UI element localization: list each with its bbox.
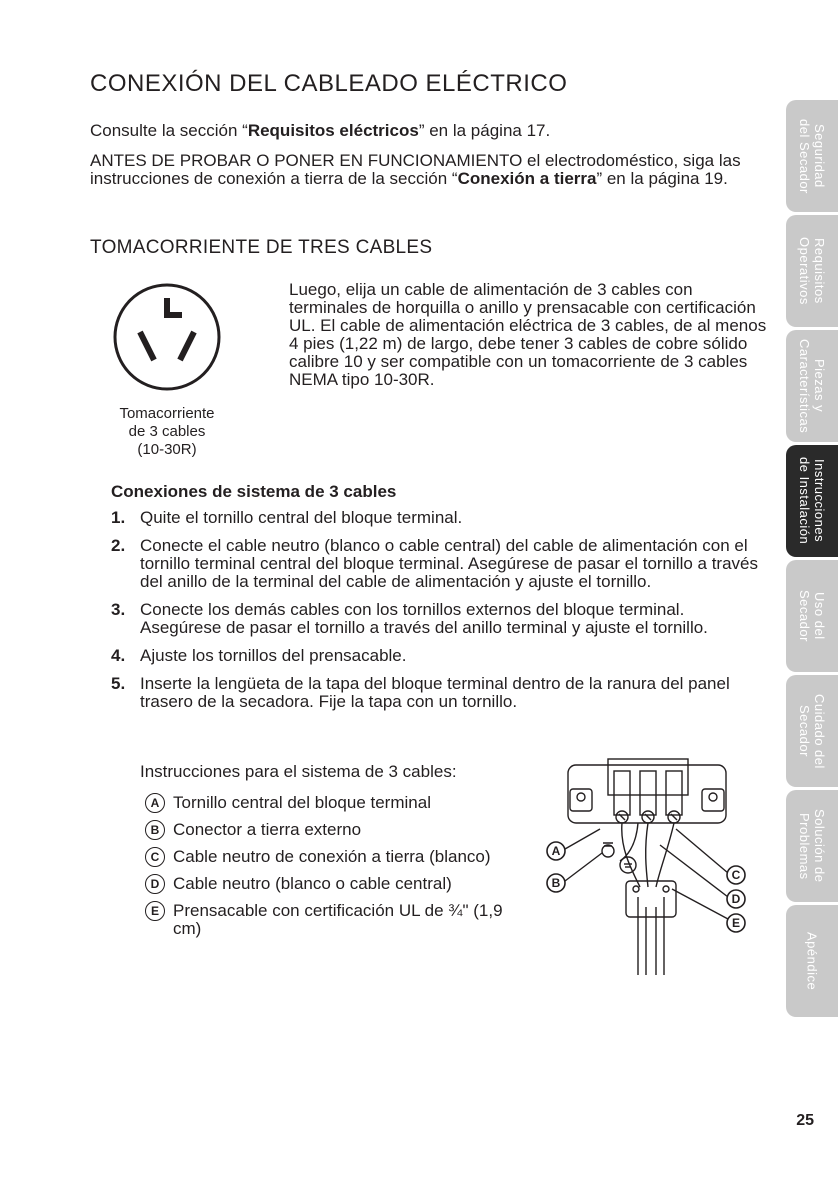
step-number: 2. (111, 536, 126, 555)
intro-2-post: ” en la página 19. (596, 169, 728, 188)
step-item (111, 537, 761, 591)
legend-text: Conector a tierra externo (173, 820, 362, 839)
legend-list (145, 794, 535, 947)
outlet-10-30r-icon (112, 282, 222, 392)
legend-title: Instrucciones para el sistema de 3 cables: (140, 762, 457, 781)
diagram-label-b: B (551, 876, 561, 890)
ground-connector (602, 845, 614, 857)
tab-label: Solución de Problemas (797, 809, 827, 883)
tab-label: Uso del Secador (797, 590, 827, 642)
legend-text: Prensacable con certificación UL de ¾" (1,9 cm) (173, 901, 503, 938)
step-number: 4. (111, 646, 126, 665)
legend-text: Cable neutro (blanco o cable central) (173, 874, 452, 893)
outlet-caption-line-1: Tomacorriente (119, 405, 215, 422)
tab-uso[interactable] (786, 560, 838, 672)
step-text: Quite el tornillo central del bloque terminal. (140, 508, 463, 527)
step-text: Inserte la lengüeta de la tapa del bloque terminal dentro de la ranura del panel trasero de la secadora. Fije la tapa con un tornillo. (140, 674, 730, 711)
diagram-label-a: A (551, 844, 561, 858)
steps-heading: Conexiones de sistema de 3 cables (111, 482, 397, 501)
legend-item (145, 902, 535, 938)
step-number: 3. (111, 600, 126, 619)
step-text: Conecte los demás cables con los tornillos externos del bloque terminal. Asegúrese de pasar el tornillo a través del anillo terminal y ajuste el tornillo. (140, 600, 708, 637)
intro-paragraph-2 (90, 152, 760, 188)
legend-letter-e: E (145, 901, 165, 921)
terminal-block-diagram (540, 757, 760, 977)
tab-cuidado[interactable] (786, 675, 838, 787)
legend-letter-d: D (145, 874, 165, 894)
tab-label: Instrucciones de Instalación (797, 457, 827, 545)
tab-piezas[interactable] (786, 330, 838, 442)
section-subtitle: TOMACORRIENTE DE TRES CABLES (90, 237, 433, 258)
tab-label: Requisitos Operativos (797, 237, 827, 305)
tab-label: Piezas y Características (797, 338, 827, 434)
step-item (111, 601, 761, 637)
step-text: Conecte el cable neutro (blanco o cable central) del cable de alimentación con el tornillo terminal central del bloque terminal. Asegúrese de pasar el tornillo a través del anillo de la terminal del cable de alimentación y ajuste el tornillo. (140, 536, 758, 591)
outlet-caption (100, 405, 234, 459)
intro-2-link-text: Conexión a tierra (457, 169, 597, 188)
intro-1-pre: Consulte la sección “ (90, 121, 248, 140)
legend-letter-a: A (145, 793, 165, 813)
tab-instalacion[interactable] (786, 445, 838, 557)
tab-requisitos[interactable] (786, 215, 838, 327)
cord-description: Luego, elija un cable de alimentación de 3 cables con terminales de horquilla o anillo y prensacable con certificación UL. El cable de alimentación eléctrica de 3 cables, de al menos 4 pies (1,22 m) de largo, debe tener 3 cables de cobre sólido calibre 10 y ser compatible con un tomacorriente de 3 cables NEMA tipo 10-30R. (289, 280, 767, 389)
step-item (111, 647, 761, 665)
legend-item (145, 875, 535, 893)
legend-item (145, 848, 535, 866)
intro-paragraph-1 (90, 122, 550, 140)
step-text: Ajuste los tornillos del prensacable. (140, 646, 407, 665)
intro-2-pre: ANTES DE PROBAR O PONER EN FUNCIONAMIENTO el electrodoméstico, siga las instrucciones de conexión a tierra de la sección “ (90, 151, 741, 188)
tab-label: Apéndice (804, 931, 820, 991)
step-number: 1. (111, 508, 126, 527)
legend-text: Tornillo central del bloque terminal (173, 793, 431, 812)
outlet-caption-line-3: (10-30R) (137, 441, 197, 458)
step-item (111, 675, 761, 711)
tab-label: Seguridad del Secador (797, 118, 827, 194)
legend-item (145, 821, 535, 839)
step-item (111, 509, 761, 527)
tab-label: Cuidado del Secador (797, 693, 827, 769)
steps-list (111, 509, 761, 721)
legend-item (145, 794, 535, 812)
diagram-label-e: E (731, 916, 741, 930)
outlet-caption-line-2: de 3 cables (128, 423, 206, 440)
intro-1-link-text: Requisitos eléctricos (247, 121, 419, 140)
tab-apendice[interactable] (786, 905, 838, 1017)
tab-solucion[interactable] (786, 790, 838, 902)
page-title: CONEXIÓN DEL CABLEADO ELÉCTRICO (90, 70, 568, 97)
legend-text: Cable neutro de conexión a tierra (blanco) (173, 847, 491, 866)
page-number: 25 (796, 1112, 814, 1129)
diagram-label-c: C (731, 868, 741, 882)
step-number: 5. (111, 674, 126, 693)
legend-letter-c: C (145, 847, 165, 867)
tab-seguridad[interactable] (786, 100, 838, 212)
intro-1-post: ” en la página 17. (418, 121, 551, 140)
diagram-label-d: D (731, 892, 741, 906)
legend-letter-b: B (145, 820, 165, 840)
